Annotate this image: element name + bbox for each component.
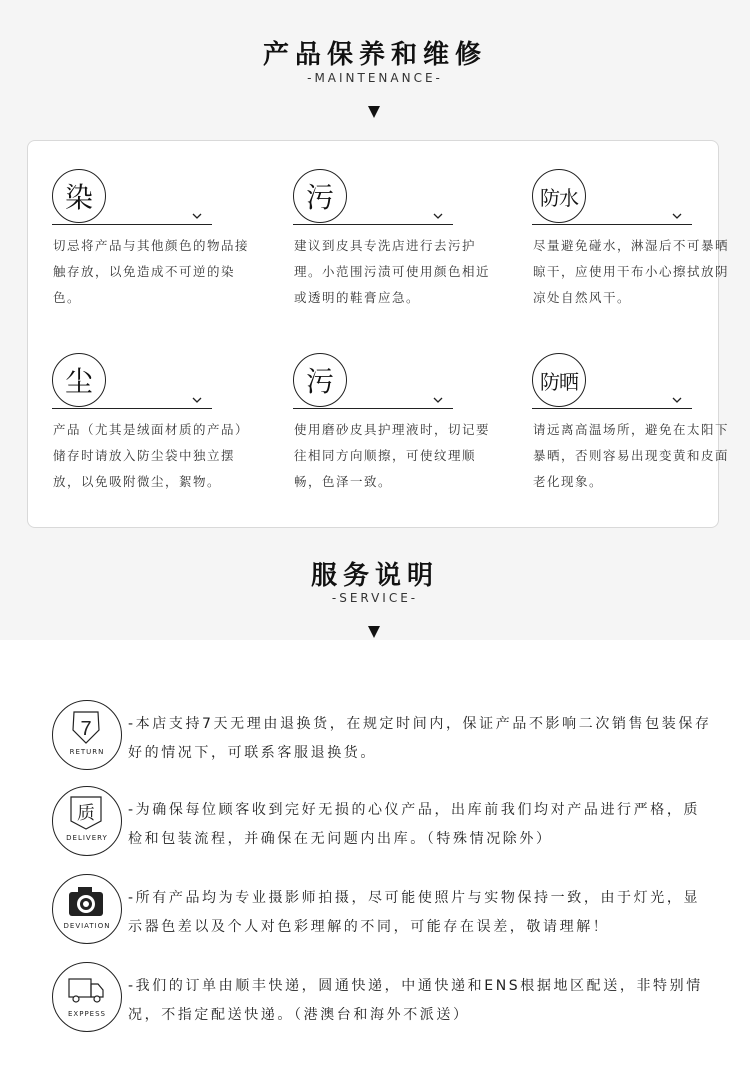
maintenance-title: 产品保养和维修 (262, 40, 487, 70)
delivery-text: -为确保每位顾客收到完好无损的心仪产品，出库前我们均对产品进行严格，质检和包装流程，并确保在无问题内出库。（特殊情况除外） (128, 802, 701, 847)
maintenance-panel (27, 140, 730, 528)
delivery-label: DELIVERY (66, 834, 108, 842)
express-text: -我们的订单由顺丰快递，圆通快递，中通快递和ENS根据地区配送，非特别情况，不指定配送快递。（港澳台和海外不派送） (128, 978, 703, 1023)
underline (532, 408, 692, 409)
service-item-delivery (52, 786, 712, 866)
triangle-down-icon (368, 626, 380, 638)
underline (52, 224, 212, 225)
chevron-down-icon (192, 395, 202, 405)
maintenance-subtitle: -MAINTENANCE- (307, 71, 443, 85)
service-subtitle: -SERVICE- (331, 591, 419, 605)
triangle-down-icon (368, 106, 380, 118)
underline (52, 408, 212, 409)
care-icon-dust: 尘 (52, 353, 106, 407)
care-icon-sunproof: 防晒 (532, 353, 586, 407)
service-item-deviation (52, 874, 712, 954)
express-label: EXPPESS (68, 1010, 106, 1018)
care-text-dye: 切忌将产品与其他颜色的物品接触存放，以免造成不可逆的染色。 (53, 238, 250, 305)
chevron-down-icon (192, 211, 202, 221)
camera-icon (66, 882, 106, 920)
chevron-down-icon (433, 395, 443, 405)
care-icon-stain: 污 (293, 169, 347, 223)
return-7-icon (66, 708, 106, 746)
deviation-label: DEVIATION (63, 922, 111, 930)
care-icon-waterproof: 防水 (532, 169, 586, 223)
underline (293, 224, 453, 225)
quality-glyph: 质 (77, 803, 95, 824)
service-item-return (52, 700, 712, 780)
return-text: -本店支持7天无理由退换货，在规定时间内，保证产品不影响二次销售包装保存好的情况下，可联系客服退换货。 (128, 716, 712, 761)
care-text-stain: 建议到皮具专洗店进行去污护理。小范围污渍可使用颜色相近或透明的鞋膏应急。 (294, 238, 491, 305)
care-icon-dye: 染 (52, 169, 106, 223)
care-text-stain-2: 使用磨砂皮具护理液时，切记要往相同方向顺擦，可使纹理顺畅，色泽一致。 (294, 422, 491, 489)
care-icon-stain-2: 污 (293, 353, 347, 407)
chevron-down-icon (672, 211, 682, 221)
chevron-down-icon (433, 211, 443, 221)
care-text-sunproof: 请远离高温场所，避免在太阳下暴晒，否则容易出现变黄和皮面老化现象。 (533, 422, 730, 489)
return-label: RETURN (69, 748, 105, 756)
care-text-waterproof: 尽量避免碰水，淋湿后不可暴晒晾干，应使用干布小心擦拭放阴凉处自然风干。 (533, 238, 730, 305)
service-item-express (52, 962, 712, 1042)
deviation-text: -所有产品均为专业摄影师拍摄，尽可能使照片与实物保持一致，由于灯光，显示器色差以及个人对色彩理解的不同，可能存在误差，敬请理解！ (128, 890, 701, 935)
service-title: 服务说明 (310, 561, 439, 591)
care-text-dust: 产品（尤其是绒面材质的产品）储存时请放入防尘袋中独立摆放，以免吸附微尘，絮物。 (53, 422, 250, 489)
quality-icon (66, 794, 106, 832)
underline (532, 224, 692, 225)
return-7-glyph: 7 (80, 718, 92, 740)
chevron-down-icon (672, 395, 682, 405)
underline (293, 408, 453, 409)
truck-icon (66, 970, 106, 1008)
